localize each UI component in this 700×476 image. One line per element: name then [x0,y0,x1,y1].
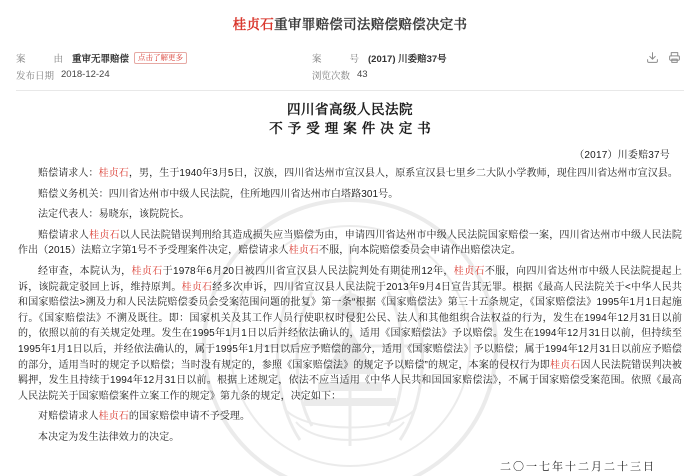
metadata-block [0,43,700,83]
decision-name: 桂贞石 [98,411,129,423]
reasoning-paragraph [18,264,682,404]
reasoning-text-2: 于1978年6月20日被四川省宣汉县人民法院判处有期徒刑12年， [162,265,454,277]
page-title-rest: 重审罪赔偿司法赔偿赔偿决定书 [274,17,468,32]
metadata-row-top [16,49,684,66]
case-number-value: (2017) 川委赔37号 [368,53,447,65]
case-number-field [312,51,612,65]
case-reason-label: 案 由 [16,53,67,65]
page-title-name: 桂贞石 [232,17,275,32]
view-count-value: 43 [357,69,368,80]
view-count-field [312,68,612,82]
court-name: 四川省高级人民法院 [287,102,413,117]
document-date: 二〇一七年十二月二十三日 [500,460,656,473]
action-icons [646,51,684,64]
decision-text-1: 对赔偿请求人 [38,411,99,423]
decision-paragraph [18,409,682,425]
learn-more-button[interactable]: 点击了解更多 [134,52,187,64]
case-reason-value: 重审无罪赔偿 [72,53,130,65]
document-body [0,91,700,474]
decision-text-2: 的国家赔偿申请不予受理。 [128,411,251,423]
document-type: 不予受理案件决定书 [269,121,436,136]
reasoning-text-4: 经多次申诉，四川省宣汉县人民法院于2013年9月4日宣告其无罪。根据《最高人民法院关于<中华人民共和国家赔偿法>溯及力和人民法院赔偿委员会受案范围问题的批复》第一条“根据《国家赔偿法》第三十五条规定，《国家赔偿法》1995年1月1日起施行。《国家赔偿法》不溯及既往。即：国家机关及其工作人员行使职权时侵犯公民、法人和其他组织合法权益的行为，发生在1994年12月31日以前的，依照以前的有关规定处理。发生在1995年1月1日以后并经依法确认的，适用《国家赔偿法》予以赔偿。发生在1994年12月31日以前，但持续至1995年1月1日以后，并经依法确认的，属于1995年1月1日以后应予赔偿的部分，适用《国家赔偿法》予以赔偿；属于1994年12月31日以前应予赔偿的部分，适用当时的规定予以赔偿；当时没有规定的，参照《国家赔偿法》的规定予以赔偿”的规定，本案的侵权行为即 [18,281,682,371]
respondent-paragraph: 赔偿义务机关：四川省达州市中级人民法院，住所地四川省达州市白塔路301号。 [38,188,399,200]
claimant-label: 赔偿请求人： [38,168,99,179]
application-text-2: 以人民法院错误判刑给其造成损失应当赔偿为由，申请四川省达州市中级人民法院国家赔偿一案，四川省达州市中级人民法院作出（2015）法赔立字第1号不予受理案件决定，赔偿请求人 [18,229,682,257]
claimant-name: 桂贞石 [98,168,129,179]
case-reason-field [16,51,312,65]
application-text-1: 赔偿请求人 [38,229,90,241]
claimant-paragraph [18,166,682,182]
reasoning-text-1: 经审查，本院认为， [38,265,132,277]
case-number-label: 案 号 [312,53,363,65]
case-number-heading: （2017）川委赔37号 [574,150,670,161]
application-paragraph [18,228,682,259]
application-name-2: 桂贞石 [288,245,320,257]
reasoning-text-5: 因人民法院错误判决被羁押，发生且持续于1994年12月31日以前。根据上述规定，依法不应当适用《中华人民共和国国家赔偿法》，不属于国家赔偿受案范围。依照《最高人民法院关于国家赔偿案件立案工作的规定》第九条的规定，决定如下： [18,359,682,402]
claimant-details: ，男，生于1940年3月5日，汉族，四川省达州市宣汉县人，原系宣汉县七里乡二大队小学教师，现住四川省达州市宣汉县。 [128,168,678,179]
publish-date-field [16,68,312,82]
publish-date-value: 2018-12-24 [61,69,110,80]
view-count-label: 浏览次数 [312,70,351,82]
publish-date-label: 发布日期 [16,70,55,82]
reasoning-name-4: 桂贞石 [549,359,581,371]
print-icon[interactable] [668,51,681,64]
reasoning-name-1: 桂贞石 [131,265,163,277]
reasoning-text-3: 不服，向四川省达州市中级人民法院提起上诉，该院裁定驳回上诉，维持原判。 [18,265,682,293]
legal-representative-paragraph: 法定代表人：易晓东，该院院长。 [38,209,190,221]
effect-paragraph: 本决定为发生法律效力的决定。 [38,431,180,443]
reasoning-name-2: 桂贞石 [453,265,485,277]
page-title [0,0,700,43]
download-icon[interactable] [646,51,659,64]
application-name-1: 桂贞石 [89,229,120,241]
reasoning-name-3: 桂贞石 [181,281,213,293]
application-text-3: 不服，向本院赔偿委员会申请作出赔偿决定。 [319,245,522,257]
metadata-row-bottom [16,66,684,83]
